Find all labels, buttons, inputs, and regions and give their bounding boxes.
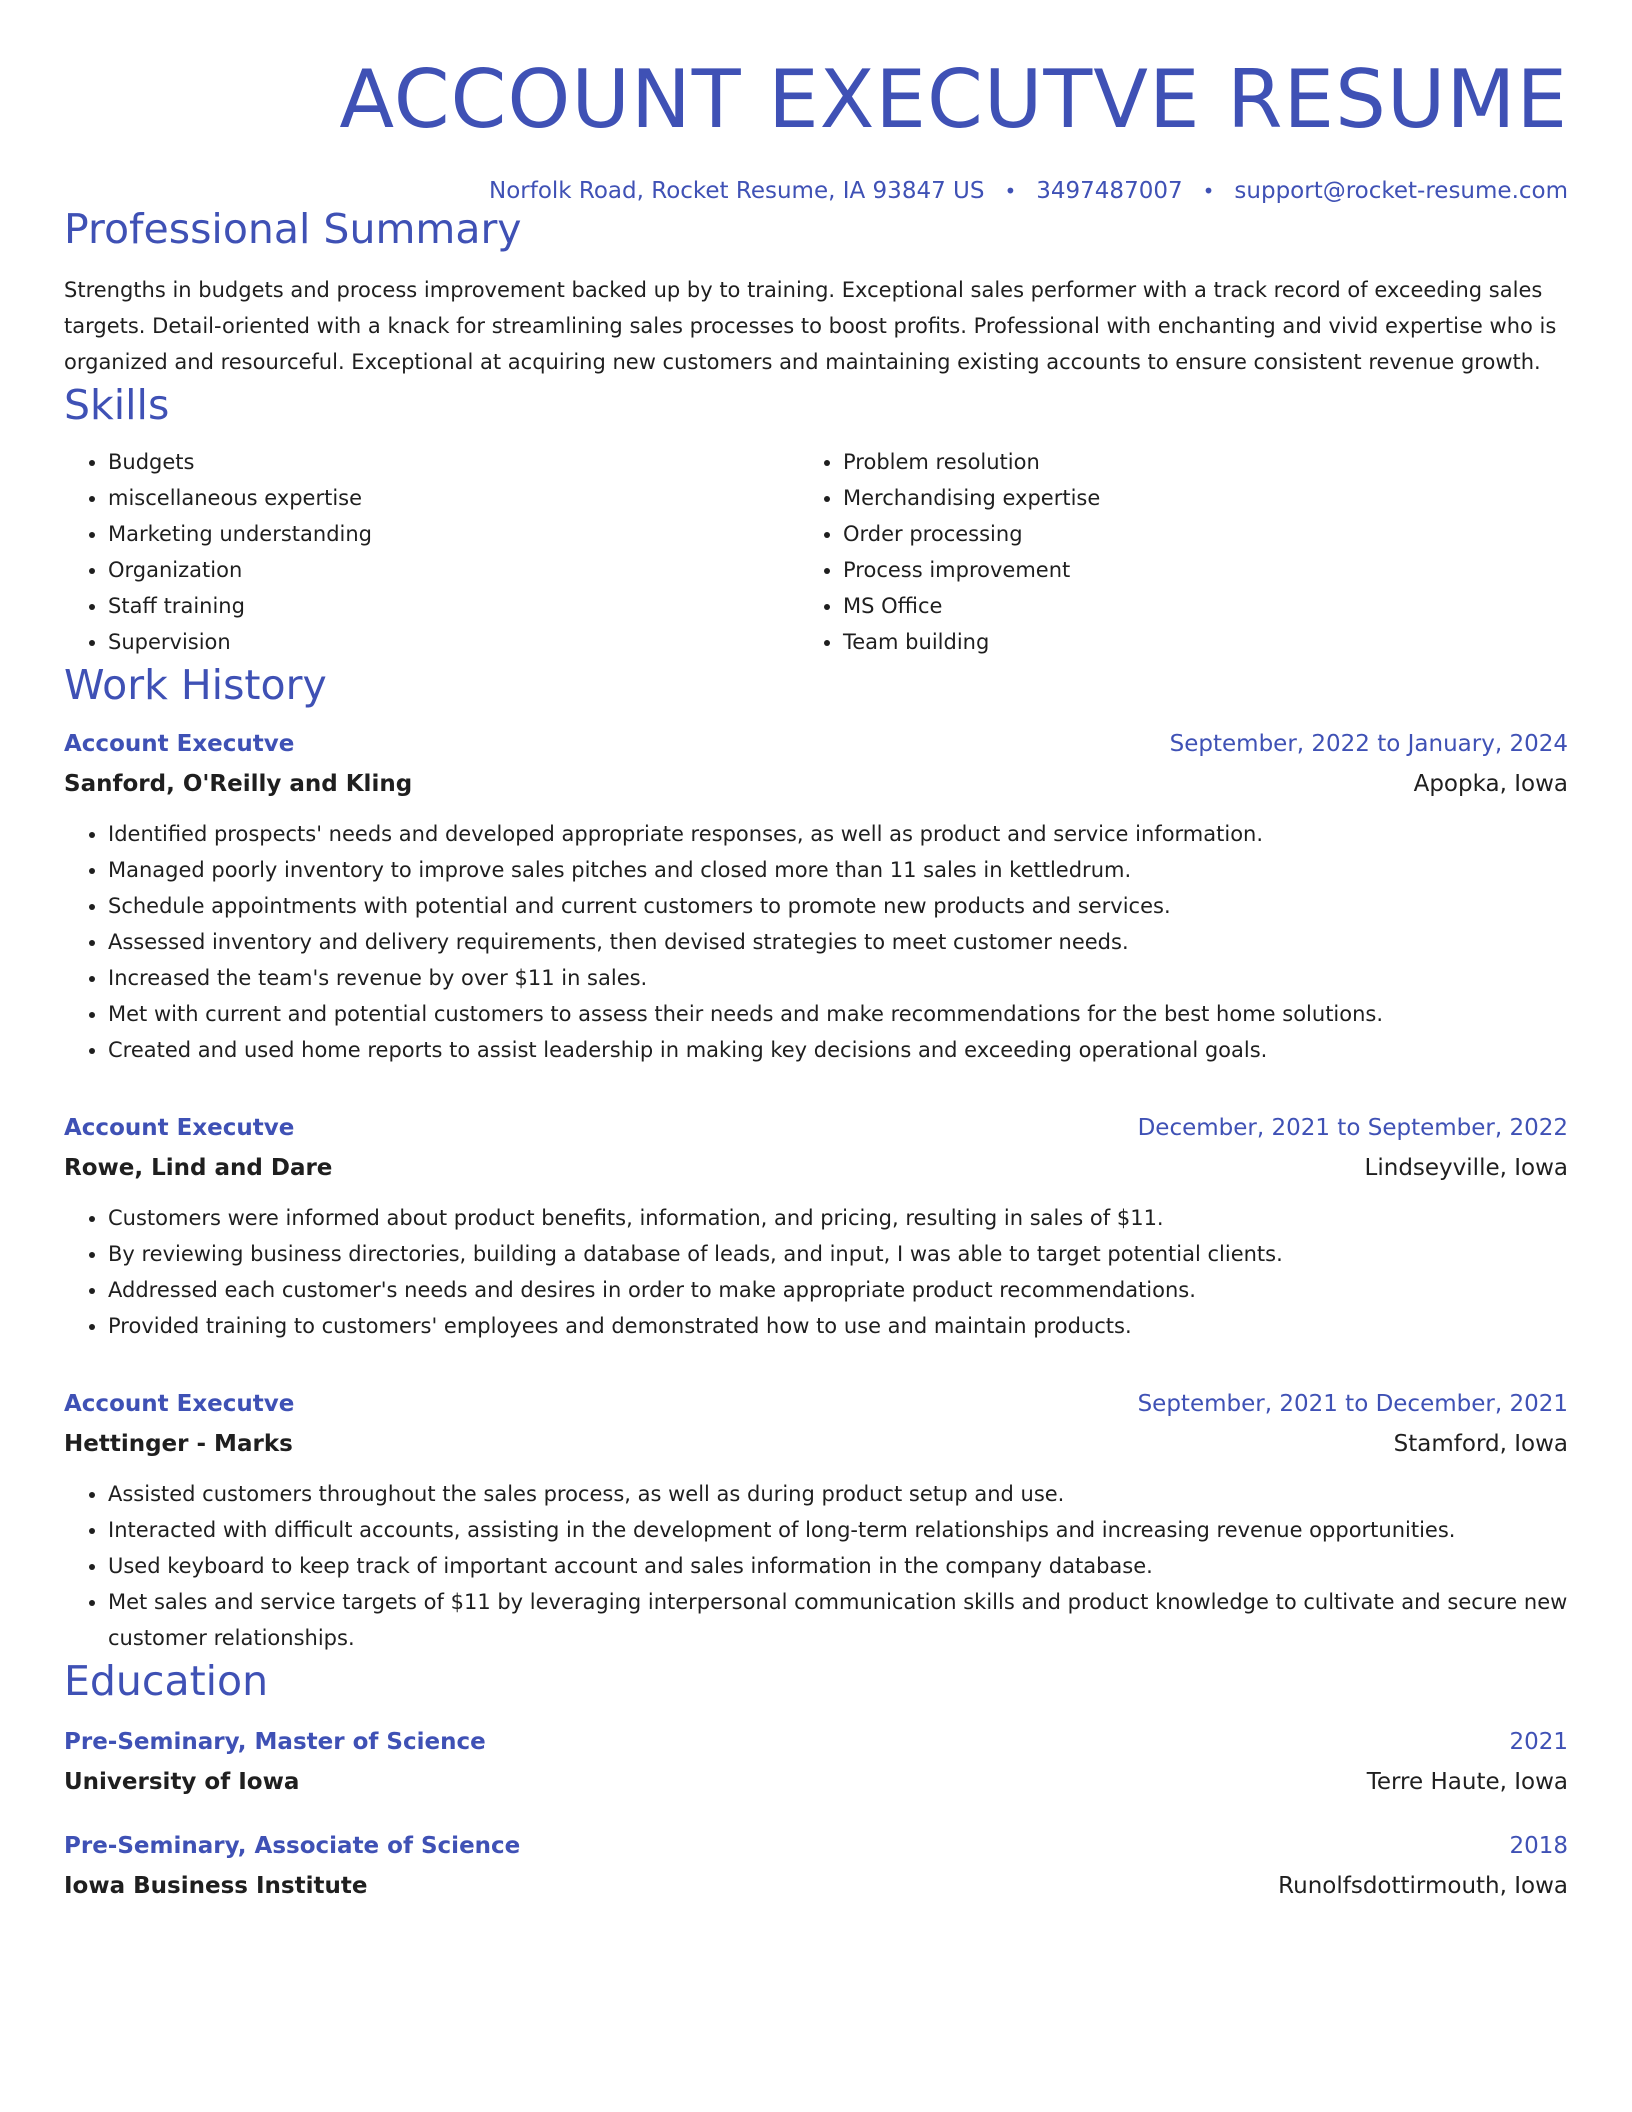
- education-school: Iowa Business Institute: [64, 1873, 368, 1899]
- list-item: • Met with current and potential customers to assess their needs and make recommendations for the best home solutions.: [108, 996, 1568, 1032]
- list-item: • Increased the team's revenue by over $11 in sales.: [108, 960, 1568, 996]
- skill-item: • Order processing: [843, 516, 1534, 552]
- job-bullets: [64, 816, 1568, 1068]
- list-item: • Assisted customers throughout the sales process, as well as during product setup and use.: [108, 1476, 1568, 1512]
- summary-heading: Professional Summary: [64, 205, 522, 253]
- contact-separator: •: [1004, 179, 1017, 203]
- list-item: • Addressed each customer's needs and desires in order to make appropriate product recommendations.: [108, 1272, 1568, 1308]
- list-item: • Created and used home reports to assist leadership in making key decisions and exceeding operational goals.: [108, 1032, 1568, 1068]
- skill-item: • Process improvement: [843, 552, 1534, 588]
- contact-email: support@rocket-resume.com: [1234, 178, 1568, 204]
- skill-item: • Team building: [843, 624, 1534, 660]
- education-school: University of Iowa: [64, 1769, 300, 1795]
- skill-item: • Staff training: [108, 588, 799, 624]
- contact-phone: 3497487007: [1036, 178, 1183, 204]
- skills-column-right: [799, 444, 1534, 660]
- list-item: • Schedule appointments with potential and current customers to promote new products and services.: [108, 888, 1568, 924]
- skill-item: • Merchandising expertise: [843, 480, 1534, 516]
- job-location: Apopka, Iowa: [1413, 771, 1568, 797]
- job-bullets: [64, 1200, 1568, 1344]
- education-year: 2018: [1509, 1833, 1568, 1859]
- list-item: • By reviewing business directories, building a database of leads, and input, I was able to target potential clients.: [108, 1236, 1568, 1272]
- skill-item: • Budgets: [108, 444, 799, 480]
- list-item: • Used keyboard to keep track of important account and sales information in the company database.: [108, 1548, 1568, 1584]
- skills-column-left: [64, 444, 799, 660]
- skills-heading: Skills: [64, 381, 170, 429]
- resume-title: ACCOUNT EXECUTVE RESUME: [339, 53, 1568, 146]
- job-title: Account Executve: [64, 731, 295, 757]
- skill-item: • Marketing understanding: [108, 516, 799, 552]
- education-location: Terre Haute, Iowa: [1366, 1769, 1568, 1795]
- job-company: Sanford, O'Reilly and Kling: [64, 771, 413, 797]
- education-entry: [64, 1828, 1568, 1904]
- job-company: Rowe, Lind and Dare: [64, 1155, 333, 1181]
- job-dates: September, 2021 to December, 2021: [1137, 1391, 1568, 1417]
- contact-address: Norfolk Road, Rocket Resume, IA 93847 US: [488, 178, 985, 204]
- list-item: • Interacted with difficult accounts, assisting in the development of long-term relationships and increasing revenue opportunities.: [108, 1512, 1568, 1548]
- education-heading: Education: [64, 1657, 269, 1705]
- skill-item: • Organization: [108, 552, 799, 588]
- summary-text: Strengths in budgets and process improvement backed up by to training. Exceptional sales performer with a track record of exceeding sales targets. Detail-oriented with a knack for streamlining sales processes to boost profits. Professional with enchanting and vivid expertise who is organized and resourceful. Exceptional at acquiring new customers and maintaining existing accounts to ensure consistent revenue growth.: [64, 278, 1557, 374]
- education-degree: Pre-Seminary, Associate of Science: [64, 1833, 521, 1859]
- education-entry: [64, 1724, 1568, 1800]
- job-location: Lindseyville, Iowa: [1364, 1155, 1568, 1181]
- list-item: • Customers were informed about product benefits, information, and pricing, resulting in sales of $11.: [108, 1200, 1568, 1236]
- education-degree: Pre-Seminary, Master of Science: [64, 1729, 486, 1755]
- contact-separator: •: [1202, 179, 1215, 203]
- job-title: Account Executve: [64, 1391, 295, 1417]
- skill-item: • miscellaneous expertise: [108, 480, 799, 516]
- skills-list: [64, 444, 1568, 660]
- skill-item: • MS Office: [843, 588, 1534, 624]
- job-entry: [64, 1110, 1568, 1344]
- list-item: • Assessed inventory and delivery requirements, then devised strategies to meet customer needs.: [108, 924, 1568, 960]
- job-title: Account Executve: [64, 1115, 295, 1141]
- work-history-heading: Work History: [64, 661, 327, 709]
- list-item: • Identified prospects' needs and developed appropriate responses, as well as product and service information.: [108, 816, 1568, 852]
- education-location: Runolfsdottirmouth, Iowa: [1278, 1873, 1568, 1899]
- list-item: • Provided training to customers' employees and demonstrated how to use and maintain products.: [108, 1308, 1568, 1344]
- job-entry: [64, 1386, 1568, 1656]
- skill-item: • Supervision: [108, 624, 799, 660]
- education-year: 2021: [1509, 1729, 1568, 1755]
- job-location: Stamford, Iowa: [1393, 1431, 1568, 1457]
- list-item: • Met sales and service targets of $11 by leveraging interpersonal communication skills and product knowledge to cultivate and secure new customer relationships.: [108, 1584, 1568, 1656]
- job-company: Hettinger - Marks: [64, 1431, 293, 1457]
- contact-line: [64, 178, 1568, 204]
- list-item: • Managed poorly inventory to improve sales pitches and closed more than 11 sales in kettledrum.: [108, 852, 1568, 888]
- skill-item: • Problem resolution: [843, 444, 1534, 480]
- job-dates: September, 2022 to January, 2024: [1169, 731, 1568, 757]
- job-bullets: [64, 1476, 1568, 1656]
- job-entry: [64, 726, 1568, 1068]
- job-dates: December, 2021 to September, 2022: [1137, 1115, 1568, 1141]
